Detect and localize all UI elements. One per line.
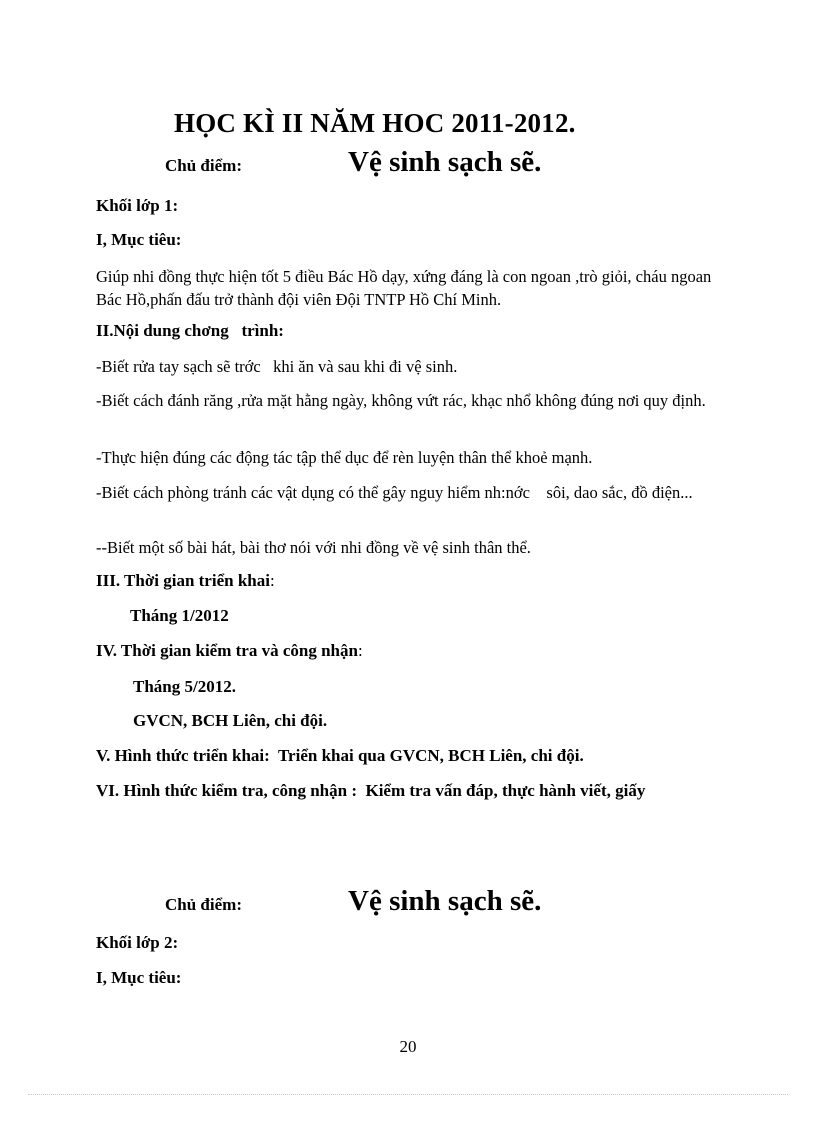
noi-dung-item: -Biết rửa tay sạch sẽ trớc khi ăn và sau khi đi vệ sinh.	[96, 357, 458, 376]
noi-dung-heading: II.Nội dung chơng trình:	[96, 321, 284, 340]
noi-dung-item: -Biết cách phòng tránh các vật dụng có thể gây nguy hiểm nh:nớc sôi, dao sắc, đồ điện...	[96, 483, 693, 502]
chu-diem-value: Vệ sinh sạch sẽ.	[348, 146, 542, 178]
page-title: HỌC KÌ II NĂM HOC 2011-2012.	[174, 108, 576, 138]
page-number: 20	[399, 1037, 417, 1056]
hinh-thuc-trien-khai: V. Hình thức triển khai: Triển khai qua GVCN, BCH Liên, chi đội.	[96, 746, 584, 765]
noi-dung-item: --Biết một số bài hát, bài thơ nói với nhi đồng về vệ sinh thân thể.	[96, 538, 531, 557]
thoi-gian-kiem-tra-heading: IV. Thời gian kiểm tra và công nhận:	[96, 641, 363, 660]
thoi-gian-kiem-tra-value: Tháng 5/2012.	[133, 677, 236, 696]
muc-tieu-heading: I, Mục tiêu:	[96, 230, 182, 249]
page-bottom-rule	[28, 1094, 788, 1095]
chu-diem-label: Chủ điểm:	[165, 156, 242, 175]
hinh-thuc-kiem-tra: VI. Hình thức kiểm tra, công nhận : Kiểm tra vấn đáp, thực hành viết, giấy	[96, 781, 646, 800]
noi-dung-item: -Biết cách đánh răng ,rửa mặt hằng ngày, không vứt rác, khạc nhổ không đúng nơi quy định.	[96, 391, 706, 410]
thoi-gian-trien-khai-heading: III. Thời gian triển khai:	[96, 571, 275, 590]
muc-tieu-paragraph: Giúp nhi đồng thực hiện tốt 5 điều Bác Hồ dạy, xứng đáng là con ngoan ,trò giỏi, cháu ngoan Bác Hồ,phấn đấu trở thành đội viên Đội TNTP Hồ Chí Minh.	[96, 267, 712, 309]
chu-diem-label: Chủ điểm:	[165, 895, 242, 914]
noi-dung-item: -Thực hiện đúng các động tác tập thể dục để rèn luyện thân thể khoẻ mạnh.	[96, 448, 593, 467]
thoi-gian-trien-khai-value: Tháng 1/2012	[130, 606, 229, 625]
khoi-lop-heading: Khối lớp 2:	[96, 933, 179, 952]
khoi-lop-heading: Khối lớp 1:	[96, 196, 179, 215]
chu-diem-value: Vệ sinh sạch sẽ.	[348, 885, 542, 917]
kiem-tra-responsible: GVCN, BCH Liên, chi đội.	[133, 711, 328, 730]
muc-tieu-heading: I, Mục tiêu:	[96, 968, 182, 987]
